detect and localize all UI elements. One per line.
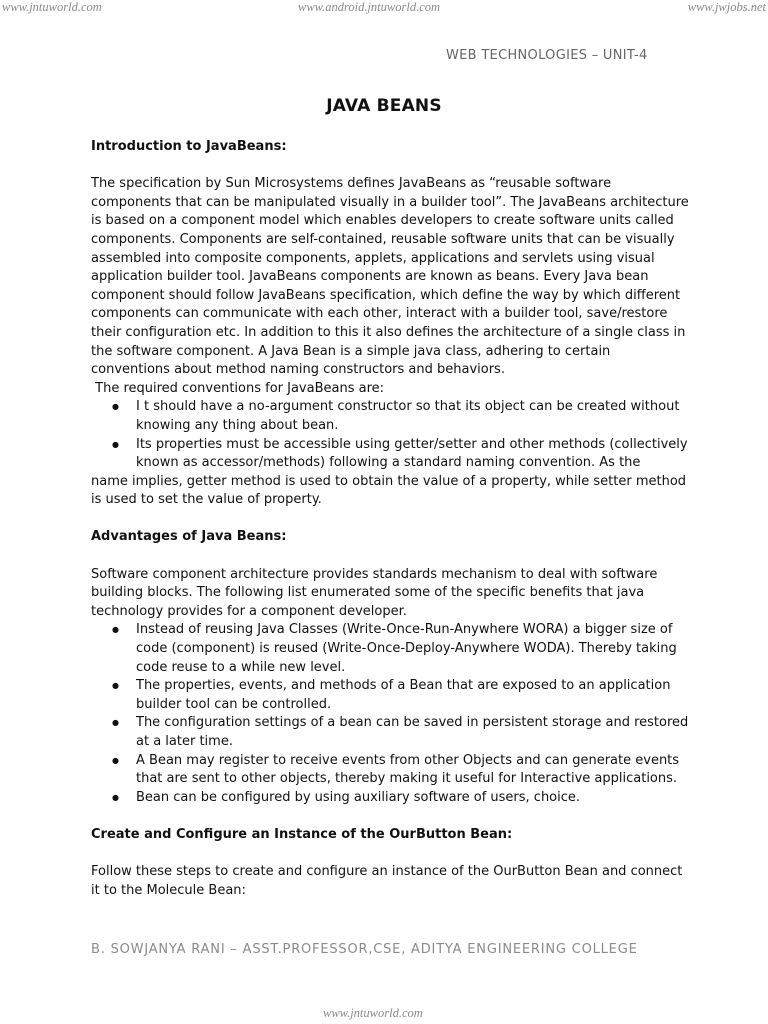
watermark-bottom: www.jntuworld.com bbox=[323, 1006, 423, 1020]
list-item: ● The properties, events, and methods of a Bean that are exposed to an application builder tool can be controlled. bbox=[136, 677, 691, 714]
list-item: ● A Bean may register to receive events from other Objects and can generate events that are sent to other objects, thereby making it useful for Interactive applications. bbox=[136, 752, 691, 789]
list-item: ● Instead of reusing Java Classes (Write-Once-Run-Anywhere WORA) a bigger size of code (component) is reused (Write-Once-Deploy-Anywhere WODA). Thereby taking code reuse to a while new level. bbox=[136, 621, 691, 677]
list-item: ● Bean can be configured by using auxiliary software of users, choice. bbox=[136, 789, 691, 808]
list-item: ● I t should have a no-argument constructor so that its object can be created without knowing any thing about bean. bbox=[136, 398, 691, 435]
watermark-right: www.jwjobs.net bbox=[687, 0, 766, 14]
section-heading-intro: Introduction to JavaBeans: bbox=[91, 139, 287, 154]
ourbutton-paragraph: Follow these steps to create and configure an instance of the OurButton Bean and connect it to the Molecule Bean: bbox=[91, 864, 683, 898]
bullet-continuation: name implies, getter method is used to obtain the value of a property, while setter method is used to set the value of property. bbox=[91, 473, 687, 508]
running-head: WEB TECHNOLOGIES – UNIT-4 bbox=[446, 48, 648, 63]
watermark-center: www.android.jntuworld.com bbox=[298, 0, 441, 14]
page-title: JAVA BEANS bbox=[326, 96, 442, 116]
list-item: ● Its properties must be accessible using getter/setter and other methods (collectively known as accessor/methods) following a standard naming convention. As the bbox=[136, 436, 691, 473]
section-heading-ourbutton: Create and Configure an Instance of the OurButton Bean: bbox=[91, 826, 513, 842]
conventions-list bbox=[91, 398, 691, 472]
page-footer: B. SOWJANYA RANI – ASST.PROFESSOR,CSE, ADITYA ENGINEERING COLLEGE bbox=[91, 942, 638, 957]
advantages-paragraph: Software component architecture provides standards mechanism to deal with software building blocks. The following list enumerated some of the specific benefits that java technology provides for a component developer. bbox=[91, 566, 658, 619]
list-item: ● The configuration settings of a bean can be saved in persistent storage and restored at a later time. bbox=[136, 714, 691, 751]
watermark-left: www.jntuworld.com bbox=[2, 0, 102, 14]
intro-paragraph: The specification by Sun Microsystems defines JavaBeans as “reusable software components that can be manipulated visually in a builder tool”. The JavaBeans architecture is based on a component model which enables developers to create software units called components. Components are self-contained, reusable software units that can be visually assembled into composite components, applets, applications and servlets using visual application builder tool. JavaBeans components are known as beans. Every Java bean component should follow JavaBeans specification, which define the way by which different components can communicate with each other, interact with a builder tool, save/restore their configuration etc. In addition to this it also defines the architecture of a single class in the software component. A Java Bean is a simple java class, adhering to certain conventions about method naming constructors and behaviors. bbox=[91, 176, 689, 378]
document-body bbox=[91, 138, 691, 900]
conventions-intro: The required conventions for JavaBeans are: bbox=[91, 380, 385, 396]
section-heading-advantages: Advantages of Java Beans: bbox=[91, 529, 287, 545]
advantages-list bbox=[91, 621, 691, 807]
